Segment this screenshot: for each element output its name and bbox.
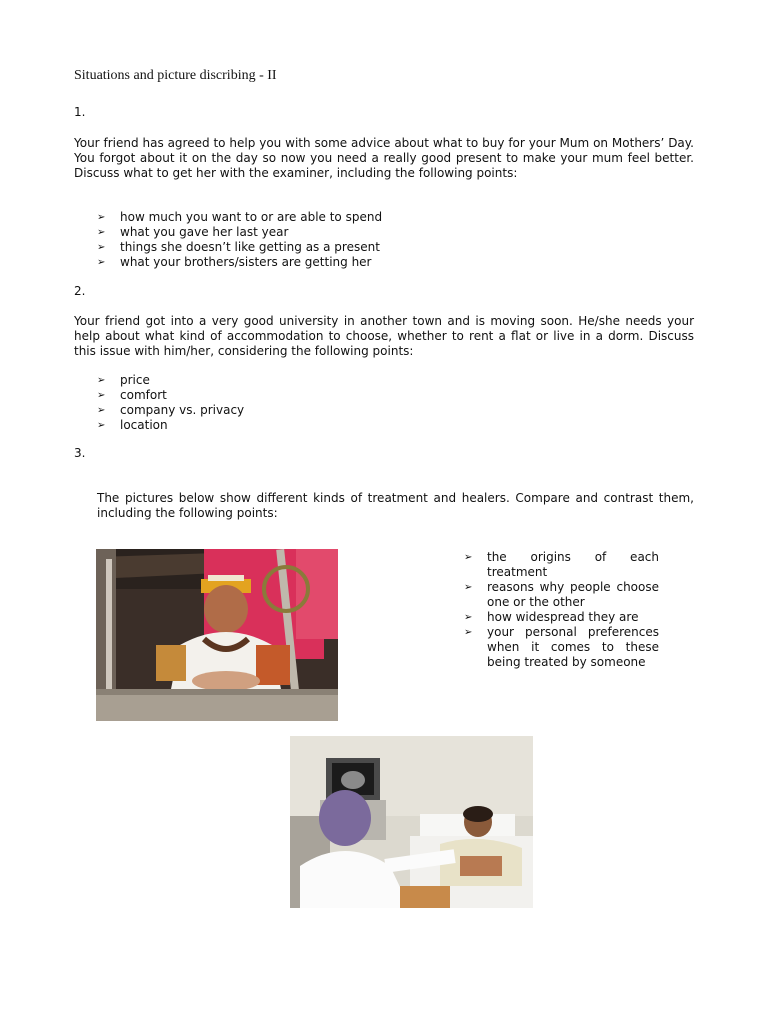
list-item: ➢ the origins of each treatment <box>464 550 659 579</box>
arrow-bullet-icon: ➢ <box>97 257 106 268</box>
arrow-bullet-icon: ➢ <box>97 212 106 223</box>
arrow-bullet-icon: ➢ <box>464 552 473 563</box>
arrow-bullet-icon: ➢ <box>97 405 106 416</box>
list-item: ➢ comfort <box>97 388 167 402</box>
list-item: ➢ location <box>97 418 168 432</box>
list-item: ➢ price <box>97 373 150 387</box>
section-1-points <box>97 210 382 270</box>
list-item: ➢ your personal preferences when it comes to these being treated by someone <box>464 625 659 669</box>
ultrasound-photo <box>290 736 533 908</box>
list-item: ➢ what you gave her last year <box>97 225 289 239</box>
section-2-number: 2. <box>74 284 86 298</box>
section-3-number: 3. <box>74 446 86 460</box>
list-item: ➢ company vs. privacy <box>97 403 245 417</box>
list-item: ➢ how widespread they are <box>464 610 639 624</box>
section-1-number: 1. <box>74 105 86 119</box>
section-2-text: Your friend got into a very good university in another town and is moving soon. He/she needs your help about what kind of accommodation to choose, whether to rent a flat or live in a dorm. Discuss this issue with him/her, considering the following points: <box>74 314 694 358</box>
arrow-bullet-icon: ➢ <box>464 627 473 638</box>
section-1-text: Your friend has agreed to help you with some advice about what to buy for your Mum on Mothers’ Day. You forgot about it on the day so now you need a really good present to make your mum feel better. Discuss what to get her with the examiner, including the following points: <box>74 136 694 180</box>
arrow-bullet-icon: ➢ <box>97 420 106 431</box>
arrow-bullet-icon: ➢ <box>464 582 473 593</box>
arrow-bullet-icon: ➢ <box>97 390 106 401</box>
section-3-text: The pictures below show different kinds of treatment and healers. Compare and contrast them, including the following points: <box>97 491 694 520</box>
arrow-bullet-icon: ➢ <box>464 612 473 623</box>
traditional-healer-photo <box>96 549 338 721</box>
section-3-points <box>464 550 659 670</box>
list-item: ➢ what your brothers/sisters are getting her <box>97 255 372 269</box>
list-item: ➢ how much you want to or are able to spend <box>97 210 383 224</box>
list-item: ➢ things she doesn’t like getting as a present <box>97 240 380 254</box>
arrow-bullet-icon: ➢ <box>97 375 106 386</box>
arrow-bullet-icon: ➢ <box>97 227 106 238</box>
document-title: Situations and picture discribing - II <box>74 68 277 83</box>
section-2-points <box>97 373 244 433</box>
list-item: ➢ reasons why people choose one or the other <box>464 580 659 609</box>
arrow-bullet-icon: ➢ <box>97 242 106 253</box>
